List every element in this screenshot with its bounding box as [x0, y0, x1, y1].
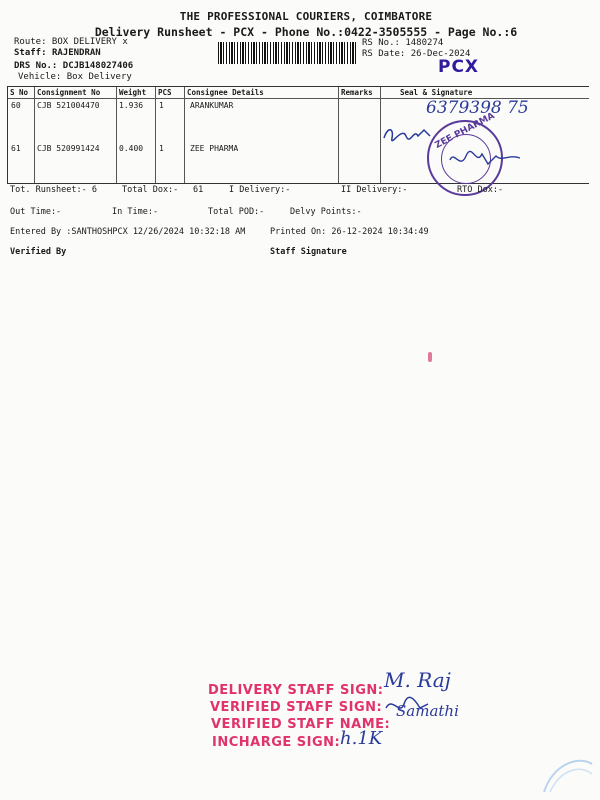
entered-by: Entered By :SANTHOSHPCX 12/26/2024 10:32:18 AM: [10, 227, 246, 237]
drs-value: DCJB148027406: [62, 61, 134, 71]
delvy-points: Delvy Points:-: [290, 207, 362, 217]
column-divider: [184, 87, 185, 183]
ii-delivery: II Delivery:-: [341, 185, 408, 195]
staff-field: [14, 48, 101, 58]
staff-signature: Staff Signature: [270, 247, 347, 257]
header-seal-signature: Seal & Signature: [400, 88, 473, 97]
verified-staff-name-stamp: VERIFIED STAFF NAME:: [211, 717, 391, 732]
vehicle-label: Vehicle: Box Delivery: [18, 72, 132, 82]
handwritten-delivery-sign: M. Raj: [384, 668, 451, 692]
rs-number: RS No.: 1480274: [362, 38, 444, 48]
header-sno: S No: [10, 88, 29, 97]
seal-signature-scribble: [448, 146, 528, 174]
verified-staff-sign-stamp: VERIFIED STAFF SIGN:: [210, 700, 383, 715]
header-weight: Weight: [119, 88, 147, 97]
row-sno: 61: [11, 144, 21, 153]
row-sno: 60: [11, 101, 21, 110]
column-divider: [155, 87, 156, 183]
runsheet-subtitle: Delivery Runsheet - PCX - Phone No.:0422-3505555 - Page No.:6: [94, 25, 518, 39]
pcx-stamp: PCX: [438, 57, 480, 77]
row-consignee: ZEE PHARMA: [190, 144, 239, 153]
seal-text: ZEE PHARMA: [433, 111, 497, 151]
staff-value: RAJENDRAN: [51, 48, 101, 58]
column-divider: [338, 87, 339, 183]
handwritten-verified-name: Samathi: [396, 702, 459, 720]
header-pcs: PCS: [158, 88, 172, 97]
delivery-staff-sign-stamp: DELIVERY STAFF SIGN:: [208, 683, 384, 698]
incharge-sign-stamp: INCHARGE SIGN:: [212, 735, 341, 750]
row-consignee: ARANKUMAR: [190, 101, 234, 110]
handwritten-incharge-sign: h.1K: [340, 728, 383, 749]
total-pod: Total POD:-: [208, 207, 265, 217]
printed-on: Printed On: 26-12-2024 10:34:49: [270, 227, 429, 237]
column-divider: [34, 87, 35, 183]
company-title: THE PROFESSIONAL COURIERS, COIMBATORE: [179, 10, 433, 23]
row-weight: 1.936: [119, 101, 144, 110]
rs-date: RS Date: 26-Dec-2024: [362, 49, 471, 59]
verified-by: Verified By: [10, 247, 67, 257]
handwritten-phone: 6379398 75: [426, 98, 529, 118]
drs-label: DRS No.:: [14, 61, 58, 71]
tot-runsheet: Tot. Runsheet:- 6: [10, 185, 97, 195]
route-label: Route: BOX DELIVERY x: [14, 37, 128, 47]
row-weight: 0.400: [119, 144, 144, 153]
total-dox-label: Total Dox:-: [122, 185, 179, 195]
header-consignee: Consignee Details: [187, 88, 264, 97]
staff-label: Staff:: [14, 48, 47, 58]
row-consignment: CJB 521004470: [37, 101, 100, 110]
out-time: Out Time:-: [10, 207, 62, 217]
total-dox-value: 61: [193, 185, 204, 195]
row-pcs: 1: [159, 101, 164, 110]
header-consignment: Consignment No: [37, 88, 101, 97]
in-time: In Time:-: [112, 207, 159, 217]
ink-dot: [428, 352, 432, 362]
i-delivery: I Delivery:-: [229, 185, 291, 195]
faint-stamp-mark: [540, 752, 596, 796]
rto-dox: RTO Dox:-: [457, 185, 504, 195]
barcode: [218, 42, 356, 64]
row-pcs: 1: [159, 144, 164, 153]
column-divider: [116, 87, 117, 183]
row-consignment: CJB 520991424: [37, 144, 100, 153]
header-remarks: Remarks: [341, 88, 373, 97]
drs-field: [14, 61, 133, 71]
